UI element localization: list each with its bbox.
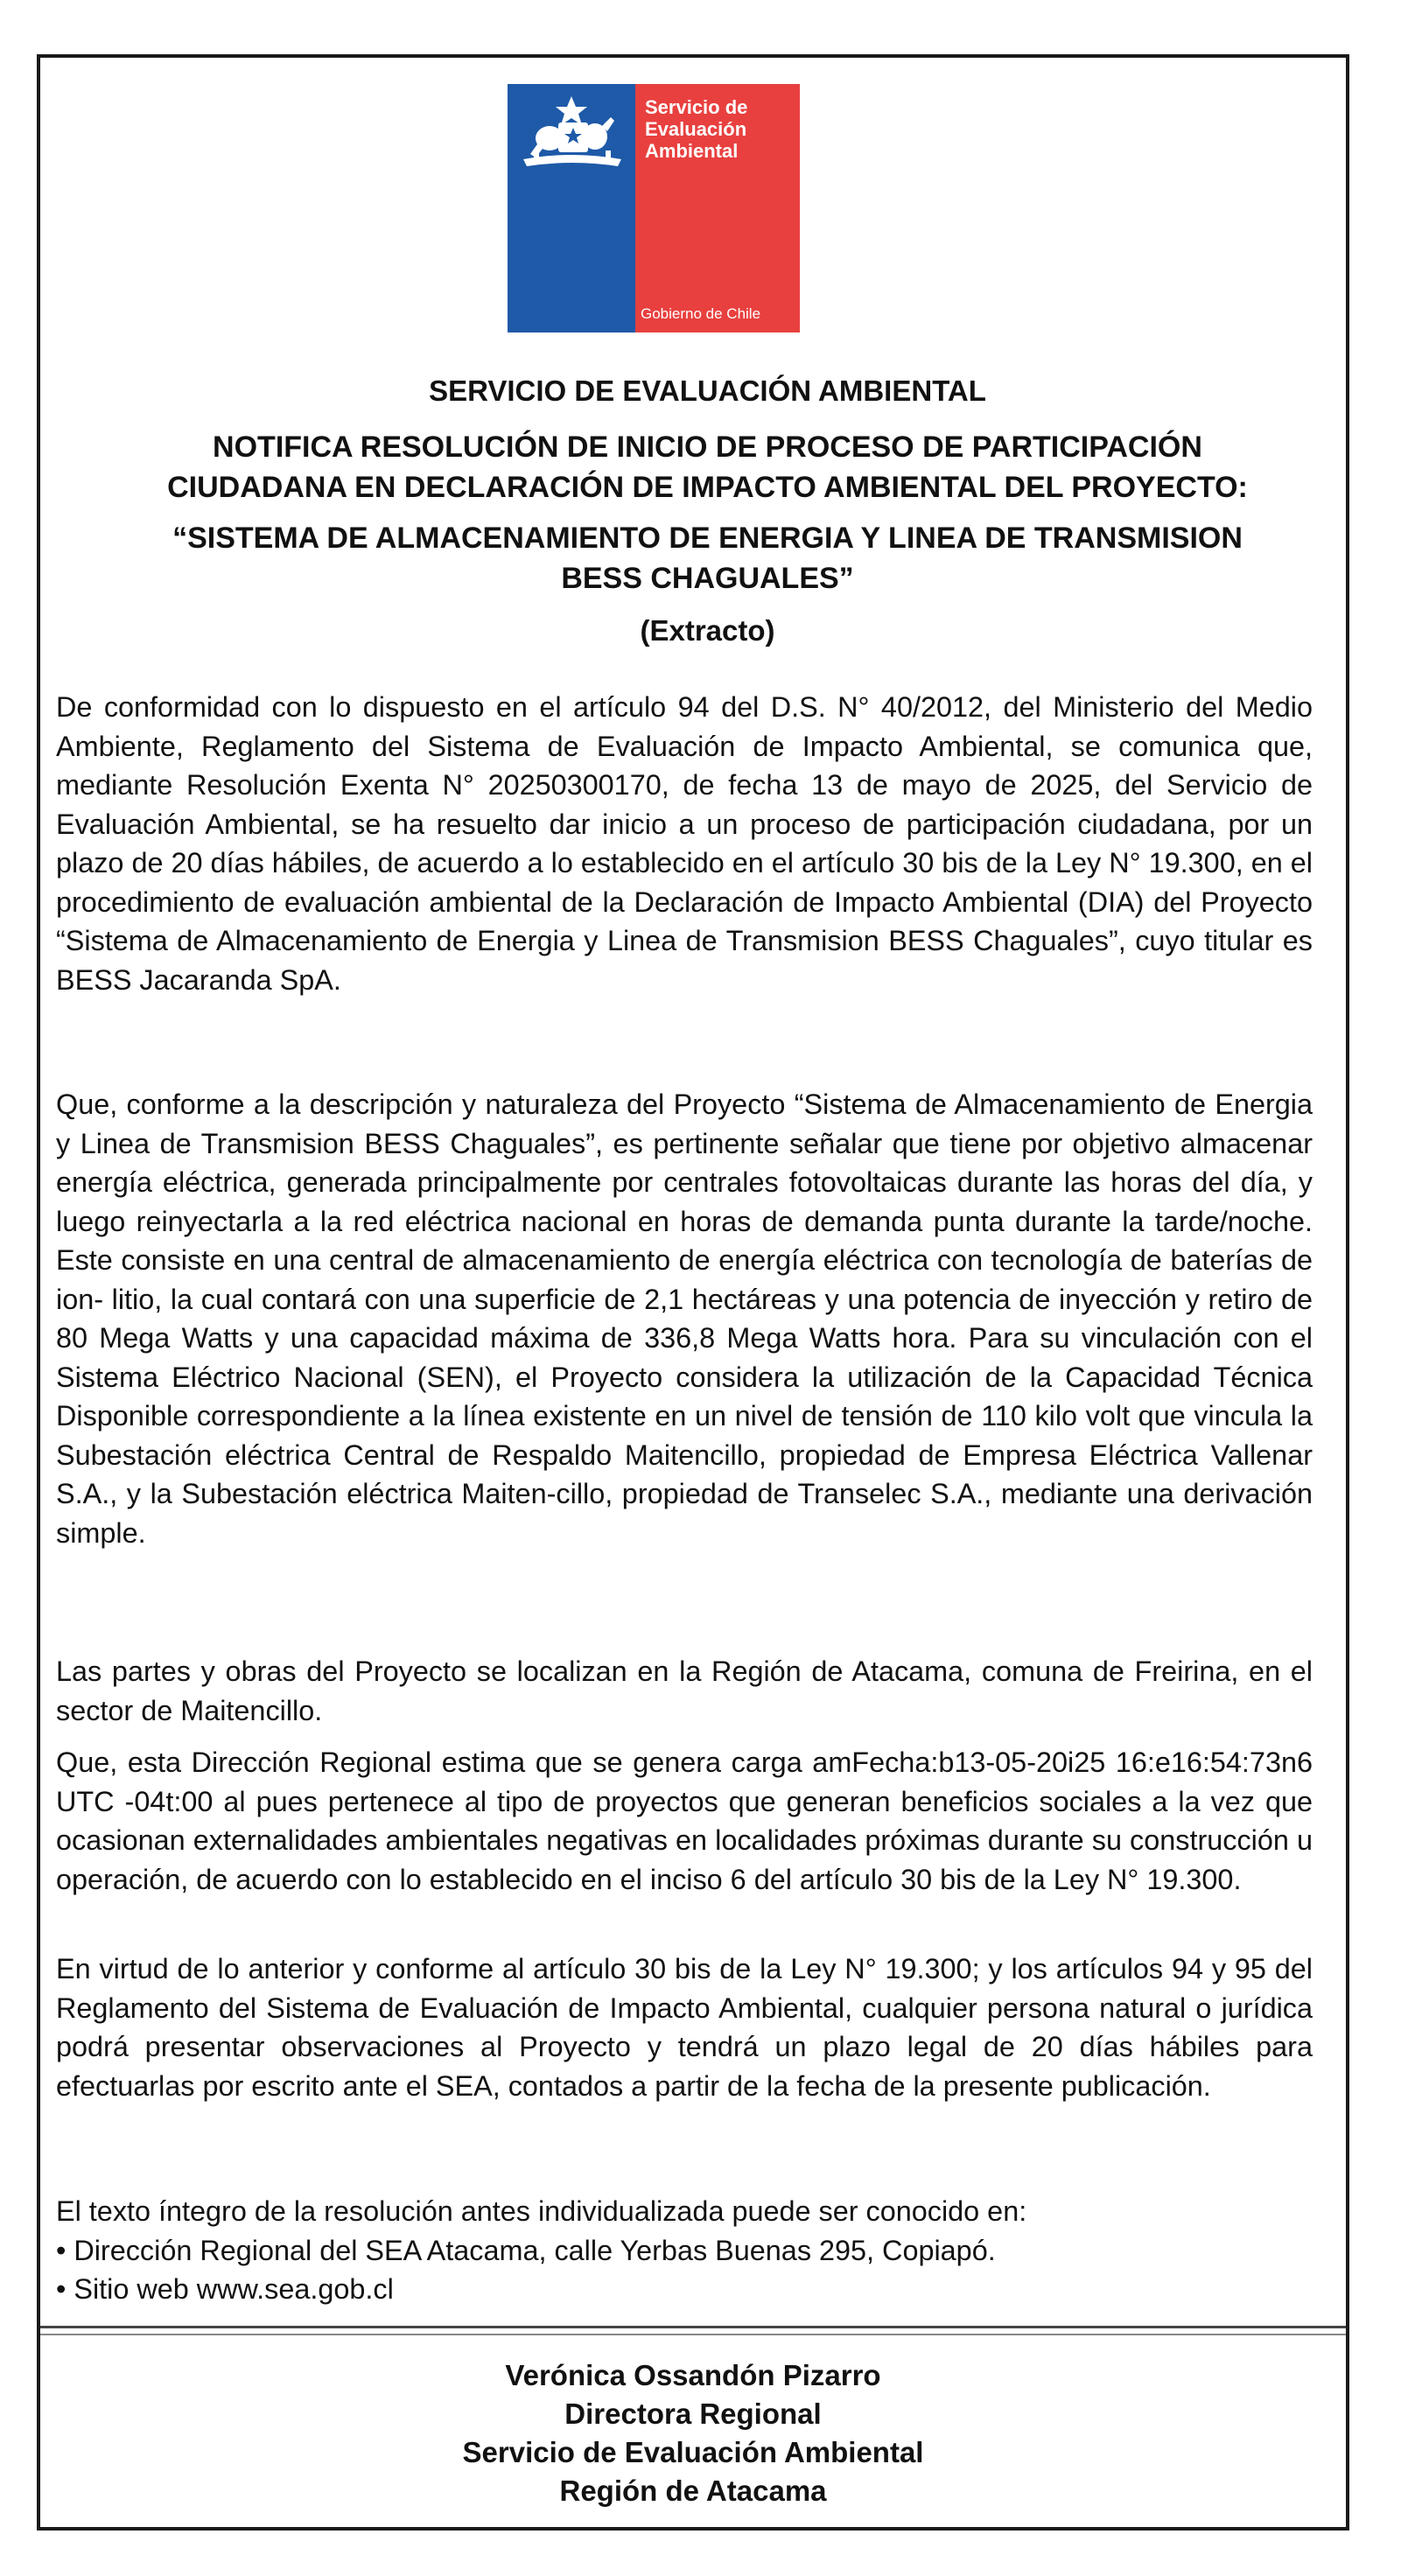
availability-item-website: • Sitio web www.sea.gob.cl — [56, 2273, 394, 2305]
divider — [40, 2326, 1346, 2328]
availability-item-office: • Dirección Regional del SEA Atacama, calle Yerbas Buenas 295, Copiapó. — [56, 2234, 996, 2266]
logo-footer: Gobierno de Chile — [641, 305, 761, 322]
signature-block — [40, 2356, 1346, 2510]
signatory-region: Región de Atacama — [559, 2474, 827, 2507]
sea-logo — [508, 84, 800, 332]
project-title-line1: “SISTEMA DE ALMACENAMIENTO DE ENERGIA Y LINEA DE TRANSMISION — [172, 522, 1243, 555]
signatory-agency: Servicio de Evaluación Ambiental — [462, 2436, 924, 2468]
availability-intro: El texto íntegro de la resolución antes individualizada puede ser conocido en: — [56, 2195, 1027, 2227]
notice-title — [53, 427, 1362, 508]
notice-title-line1: NOTIFICA RESOLUCIÓN DE INICIO DE PROCESO DE PARTICIPACIÓN — [213, 430, 1202, 464]
agency-heading: SERVICIO DE EVALUACIÓN AMBIENTAL — [429, 374, 986, 407]
notice-title-line2: CIUDADANA EN DECLARACIÓN DE IMPACTO AMBIENTAL DEL PROYECTO: — [167, 471, 1248, 504]
logo-line2: Evaluación — [645, 118, 747, 140]
paragraph-3: Las partes y obras del Proyecto se localizan en la Región de Atacama, comuna de Freirina, en el sector de Maitencillo. — [56, 1656, 1313, 1726]
logo-line3: Ambiental — [645, 140, 739, 162]
signatory-title: Directora Regional — [564, 2398, 822, 2430]
divider-secondary — [40, 2334, 1346, 2335]
logo-blue-panel — [508, 84, 635, 332]
paragraph-5: En virtud de lo anterior y conforme al artículo 30 bis de la Ley N° 19.300; y los artículos 94 y 95 del Reglamento del Sistema de Evaluación de Impacto Ambiental, cualquier persona natural o jurídica podrá presentar observaciones al Proyecto y tendrá un plazo legal de 20 días hábiles para efectuarlas por escrito ante el SEA, contados a partir de la fecha de la presente publicación. — [56, 1953, 1313, 2102]
extract-label: (Extracto) — [640, 614, 775, 647]
paragraph-2: Que, conforme a la descripción y naturaleza del Proyecto “Sistema de Almacenamiento de Energia y Linea de Transmision BESS Chaguales”, es pertinente señalar que tiene por objetivo almacenar energía eléctrica, generada principalmente por centrales fotovoltaicas durante las horas del día, y luego reinyectarla a la red eléctrica nacional en horas de demanda punta durante la tarde/noche. Este consiste en una central de almacenamiento de energía eléctrica con tecnología de baterías de ion- litio, la cual contará con una superficie de 2,1 hectáreas y una potencia de inyección y retiro de 80 Mega Watts y una capacidad máxima de 336,8 Mega Watts hora. Para su vinculación con el Sistema Eléctrico Nacional (SEN), el Proyecto considera la utilización de la Capacidad Técnica Disponible correspondiente a la línea existente en un nivel de tensión de 110 kilo volt que vincula la Subestación eléctrica Central de Respaldo Maitencillo, propiedad de Empresa Eléctrica Vallenar S.A., y la Subestación eléctrica Maiten-cillo, propiedad de Transelec S.A., mediante una derivación simple. — [56, 1088, 1313, 1549]
paragraph-4: Que, esta Dirección Regional estima que se genera carga amFecha:b13-05-20i25 16:e16:54:73n6 UTC -04t:00 al pues pertenece al tipo de proyectos que generan beneficios sociales a la vez que ocasionan externalidades ambientales negativas en localidades próximas durante su construcción u operación, de acuerdo con lo establecido en el inciso 6 del artículo 30 bis de la Ley N° 19.300. — [56, 1746, 1313, 1895]
project-title — [53, 518, 1362, 598]
project-title-line2: BESS CHAGUALES” — [561, 562, 854, 595]
signatory-name: Verónica Ossandón Pizarro — [505, 2359, 881, 2391]
logo-line1: Servicio de — [645, 96, 748, 118]
availability-block — [56, 2192, 1313, 2309]
paragraph-1: De conformidad con lo dispuesto en el artículo 94 del D.S. N° 40/2012, del Ministerio del Medio Ambiente, Reglamento del Sistema de Evaluación de Impacto Ambiental, se comunica que, mediante Resolución Exenta N° 20250300170, de fecha 13 de mayo de 2025, del Servicio de Evaluación Ambiental, se ha resuelto dar inicio a un proceso de participación ciudadana, por un plazo de 20 días hábiles, de acuerdo a lo establecido en el artículo 30 bis de la Ley N° 19.300, en el procedimiento de evaluación ambiental de la Declaración de Impacto Ambiental (DIA) del Proyecto “Sistema de Almacenamiento de Energia y Linea de Transmision BESS Chaguales”, cuyo titular es BESS Jacaranda SpA. — [56, 691, 1313, 996]
